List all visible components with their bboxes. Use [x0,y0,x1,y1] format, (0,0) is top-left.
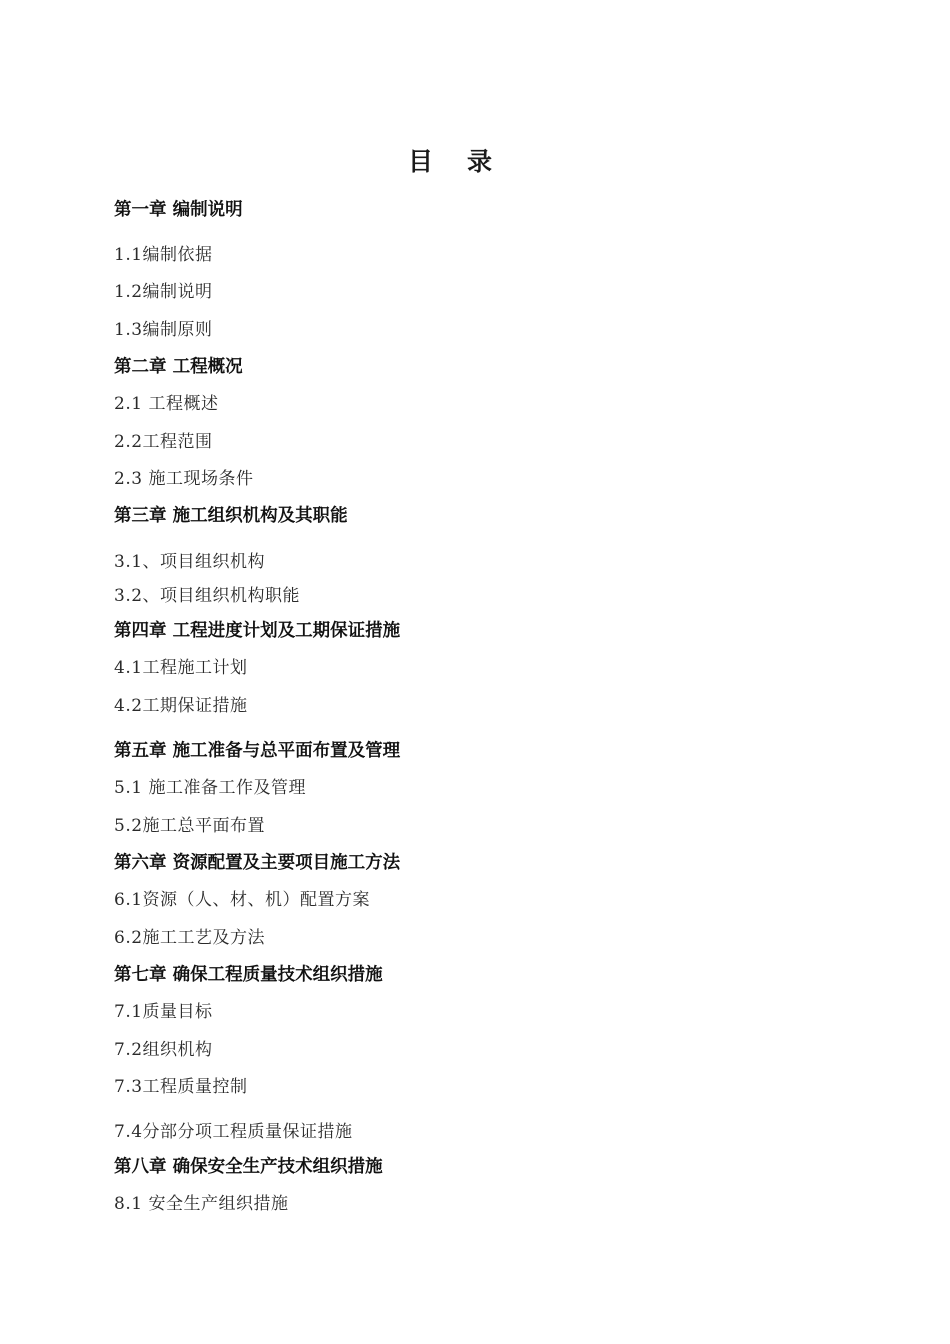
toc-section: 4.1工程施工计划 [114,658,248,678]
toc-chapter: 第五章 施工准备与总平面布置及管理 [114,741,401,761]
toc-section: 6.1资源（人、材、机）配置方案 [114,890,371,910]
toc-section: 8.1 安全生产组织措施 [114,1194,289,1214]
toc-section: 3.2、项目组织机构职能 [114,586,301,606]
title-char-2: 录 [467,147,493,176]
toc-chapter: 第六章 资源配置及主要项目施工方法 [114,853,401,873]
toc-section: 5.2施工总平面布置 [114,816,266,836]
toc-section: 4.2工期保证措施 [114,696,248,716]
toc-section: 7.2组织机构 [114,1040,213,1060]
toc-section: 2.1 工程概述 [114,394,219,414]
toc-section: 7.4分部分项工程质量保证措施 [114,1122,353,1142]
toc-section: 3.1、项目组织机构 [114,552,266,572]
toc-section: 2.2工程范围 [114,432,213,452]
toc-chapter: 第四章 工程进度计划及工期保证措施 [114,621,401,641]
toc-section: 1.2编制说明 [114,282,213,302]
toc-section: 6.2施工工艺及方法 [114,928,266,948]
toc-section: 2.3 施工现场条件 [114,469,254,489]
title-char-1: 目 [407,147,433,176]
page-title [0,142,900,182]
toc-section: 1.1编制依据 [114,245,213,265]
toc-section: 7.1质量目标 [114,1002,213,1022]
toc-chapter: 第七章 确保工程质量技术组织措施 [114,965,383,985]
toc-chapter: 第一章 编制说明 [114,200,243,220]
toc-chapter: 第三章 施工组织机构及其职能 [114,506,348,526]
toc-chapter: 第二章 工程概况 [114,357,243,377]
toc-section: 7.3工程质量控制 [114,1077,248,1097]
toc-chapter: 第八章 确保安全生产技术组织措施 [114,1157,383,1177]
toc-section: 1.3编制原则 [114,320,213,340]
toc-section: 5.1 施工准备工作及管理 [114,778,306,798]
